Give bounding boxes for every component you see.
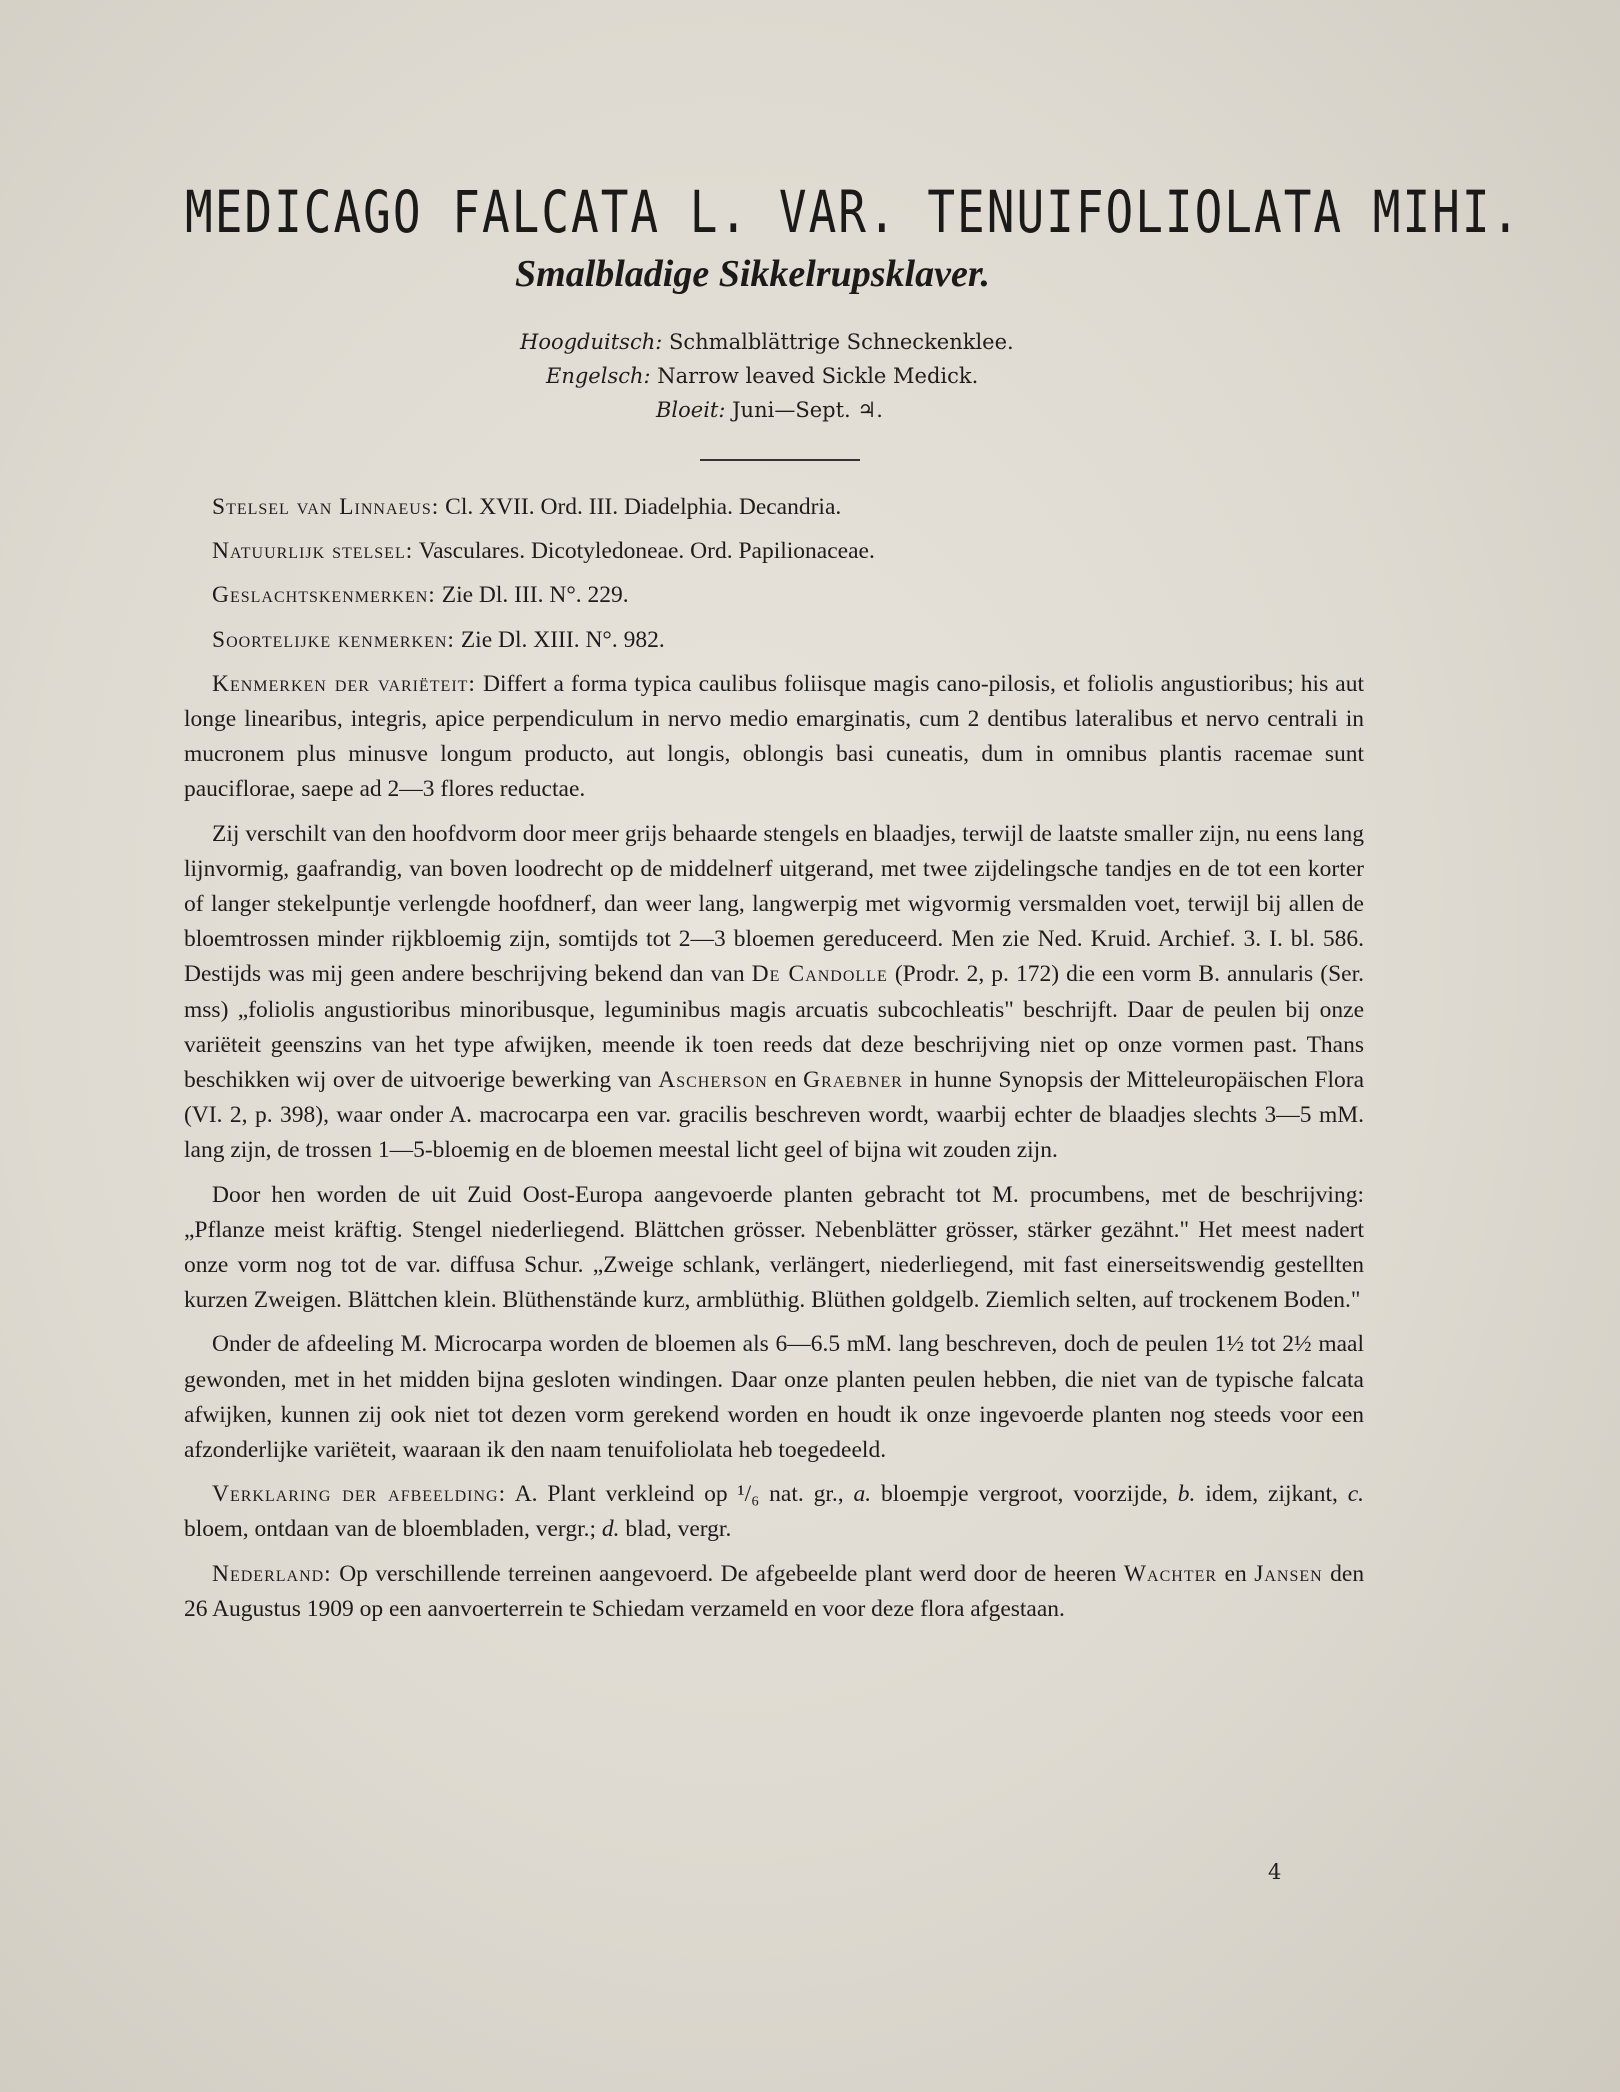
page-title: MEDICAGO FALCATA L. VAR. TENUIFOLIOLATA MIHI. — [185, 178, 1522, 246]
system-linnaeus: Stelsel van Linnaeus: Cl. XVII. Ord. III. Diadelphia. Decandria. — [212, 494, 842, 520]
paragraph-description: Zij verschilt van den hoofdvorm door meer grijs behaarde stengels en blaadjes, terwijl de laatste smaller zijn, nu eens lang lijnvormig, gaafrandig, van boven loodrecht op de middelnerf uitgerand, met twee zijdelingsche tandjes en de tot een korter of langer stekelpuntje verlengde hoofdnerf, dan weer lang, langwerpig met wigvormig versmalden voet, terwijl bij allen de bloemtrossen minder rijkbloemig zijn, somtijds tot 2—3 bloemen gereduceerd. Men zie Ned. Kruid. Archief. 3. I. bl. 586. Destijds was mij geen andere beschrijving bekend dan van De Candolle (Prodr. 2, p. 172) die een vorm B. annularis (Ser. mss) „foliolis angustioribus minoribusque, leguminibus magis arcuatis subcochleatis" beschrijft. Daar de peulen bij onze variëteit geenszins van het type afwijken, meende ik toen reeds dat deze beschrijving niet op onze vormen past. Thans beschikken wij over de uitvoerige bewerking van Ascherson en Graebner in hunne Synopsis der Mitteleuropäischen Flora (VI. 2, p. 398), waar onder A. macrocarpa een var. gracilis beschreven wordt, waarbij echter de blaadjes slechts 3—5 mM. lang zijn, de trossen 1—5-bloemig en de bloemen meestal licht geel of bijna wit zouden zijn. — [184, 820, 1365, 1164]
name-row-bloom: Bloeit: Juni—Sept. ♃. — [656, 398, 883, 422]
name-row-english: Engelsch: Narrow leaved Sickle Medick. — [546, 364, 979, 388]
system-natural: Natuurlijk stelsel: Vasculares. Dicotyledoneae. Ord. Papilionaceae. — [212, 538, 875, 565]
system-species: Soortelijke kenmerken: Zie Dl. XIII. N°. 982. — [212, 626, 665, 653]
paragraph-procumbens: Door hen worden de uit Zuid Oost-Europa aangevoerde planten gebracht tot M. procumbens, met de beschrijving: „Pflanze meist kräftig. Stengel niederliegend. Blättchen grösser. Nebenblätter grösser, stärker gezähnt." Het meest nadert onze vorm nog tot de var. diffusa Schur. „Zweige schlank, verlängert, niederliegend, mit fast einerseitswendig gestellten kurzen Zweigen. Blättchen klein. Blüthenstände kurz, armblüthig. Blüthen goldgelb. Ziemlich selten, auf trockenem Boden." — [184, 1181, 1364, 1314]
system-genus: Geslachtskenmerken: Zie Dl. III. N°. 229. — [212, 582, 629, 609]
page-number: 4 — [1268, 1860, 1282, 1884]
article-body — [184, 490, 1364, 1636]
divider — [700, 459, 860, 461]
netherlands-locality: Nederland: Op verschillende terreinen aangevoerd. De afgebeelde plant werd door de heeren Wachter en Jansen den 26 Augustus 1909 op een aanvoerterrein te Schiedam verzameld en voor deze flora afgestaan. — [184, 1560, 1365, 1622]
common-names — [520, 325, 1014, 427]
figure-explanation: Verklaring der afbeelding: A. Plant verkleind op ¹/₆ nat. gr., a. bloempje vergroot, voorzijde, b. idem, zijkant, c. bloem, ontdaan van de bloembladen, vergr.; d. blad, vergr. — [184, 1481, 1365, 1543]
name-row-german: Hoogduitsch: Schmalblättrige Schneckenklee. — [520, 330, 1014, 354]
variety-characteristics: Kenmerken der variëteit: Differt a forma typica caulibus foliisque magis cano-pilosis, et foliolis angustioribus; his aut longe linearibus, integris, apice perpendiculum in nervo medio emarginatis, cum 2 dentibus lateralibus et nervo centrali in mucronem plus minusve longum producto, aut longis, oblongis basi cuneatis, dum in omnibus plantis racemae sunt pauciflorae, saepe ad 2—3 flores reductae. — [184, 670, 1364, 803]
dutch-name: Smalbladige Sikkelrupsklaver. — [515, 253, 991, 295]
paragraph-microcarpa: Onder de afdeeling M. Microcarpa worden de bloemen als 6—6.5 mM. lang beschreven, doch de peulen 1½ tot 2½ maal gewonden, met in het midden bijna gesloten windingen. Daar onze planten peulen hebben, die niet van de typische falcata afwijken, kunnen zij ook niet tot dezen vorm gerekend worden en houdt ik onze ingevoerde planten nog steeds voor een afzonderlijke variëteit, waaraan ik den naam tenuifoliolata heb toegedeeld. — [184, 1331, 1364, 1464]
